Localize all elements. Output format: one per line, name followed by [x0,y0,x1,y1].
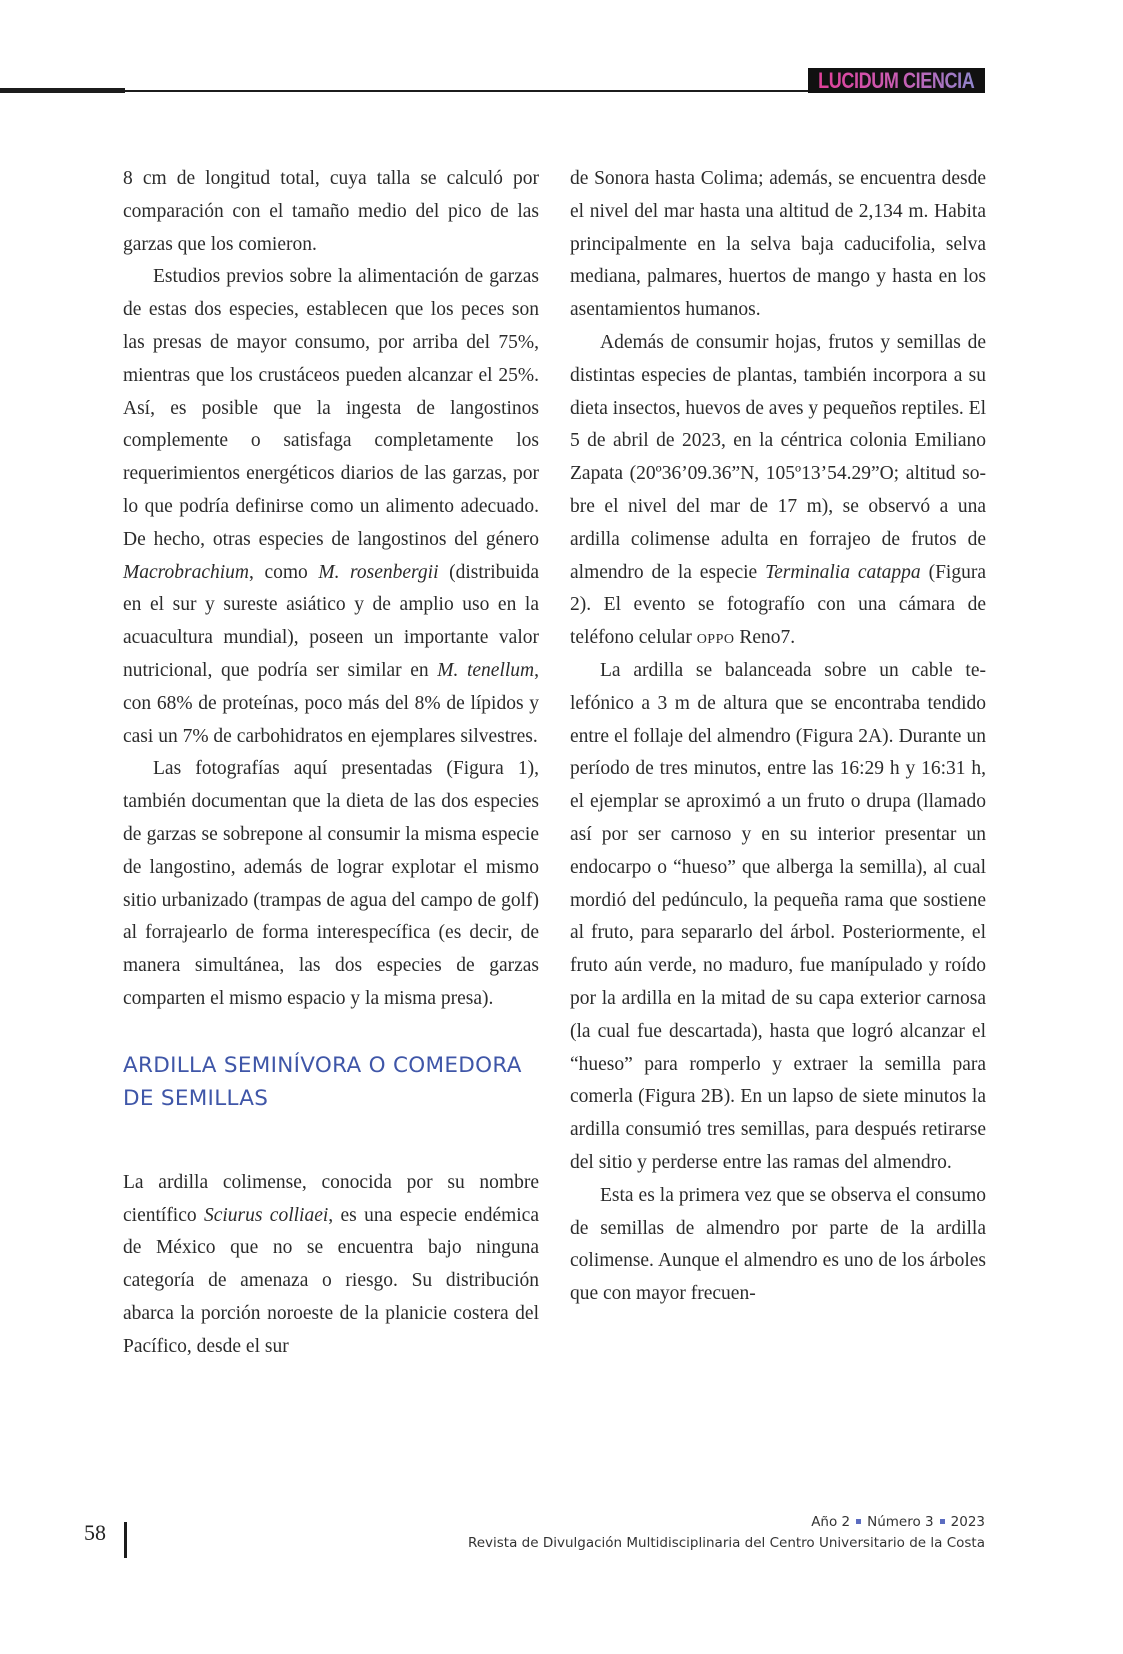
separator-square-icon [940,1519,945,1524]
text-run: Además de consumir hojas, frutos y semillas de distintas especies de plantas, también incorpora a su dieta insectos, huevos de aves y pequeños reptiles. El 5 de abril de 2023, en la céntrica colonia Emiliano Zapata (20º36’09.36”N, 105º13’54.29”O; altitud sobre el nivel del mar de 17 m), se observó a una ardilla colimense adulta en forrajeo de frutos de almendro de la especie [570,331,986,583]
journal-logo [808,68,985,93]
text-run: , con 68% de proteínas, poco más del 8% de lípidos y casi un 7% de carbohidratos en ejemplares silvestres. [123,659,540,747]
paragraph: Esta es la primera vez que se observa el consumo de semillas de almendro por parte de la ardilla colimense. Aunque el almendro es uno de los árboles que con mayor frecuen- [570,1184,986,1305]
paragraph [123,261,539,753]
header-rule [125,90,810,92]
paragraph: 8 cm de longitud total, cuya talla se calculó por comparación con el tamaño medio del pico de las garzas que los comieron. [123,168,539,255]
text-run: Estudios previos sobre la alimentación de garzas de estas dos especies, establecen que los peces son las presas de mayor consumo, por arriba del 75%, mientras que los crustáceos pueden alcanzar el 25%. Así, es posible que la ingesta de langostinos complemente o satisfaga completamente los requerimientos energéticos diarios de las garzas, por lo que podría definirse como un alimento adecuado. De hecho, otras especies de langostinos del género [123,266,539,550]
issue-number-label: Número 3 [867,1514,934,1530]
volume-label: Año 2 [811,1514,851,1530]
paragraph: La ardilla se balanceada sobre un cable telefónico a 3 m de altura que se encontraba tendido entre el follaje del almendro (Figura 2A). Durante un período de tres minutos, entre las 16:29 h y 16:31 h, el ejemplar se aproximó a un fruto o drupa (llamado así por ser carnoso y en su interior presentar un endocarpo o “hueso” que alberga la semilla), al cual mordió del pedúnculo, la pequeña rama que sostiene al fruto, para separarlo del árbol. Posteriormente, el fruto aún verde, no maduro, fue manípulado y roído por la ardilla en la mitad de su capa exterior carnosa (la cual fue descartada), hasta que logró alcanzar el “hueso” para romperlo y extraer la semilla para comerla (Figura 2B). En un lapso de siete minutos la ardilla consumió tres semillas, para después retirarse del sitio y perderse entre las ramas del almendro. [570,659,986,1173]
text-run: Reno7. [734,627,796,649]
species-name: Macrobrachium [123,561,250,583]
text-run: La ardilla colimense, conocida por su nombre científico [123,1171,539,1226]
journal-logo-text: LUCIDUM CIENCIA [818,67,975,93]
text-run: (Figura 2). El evento se fotografío con una cámara de teléfono celular [570,561,986,649]
text-run: (distribuida en el sur y sureste asiático y de amplio uso en la acuacultura mundial), poseen un importante valor nutricional, que podría ser similar en [123,561,539,681]
right-column [570,163,986,1311]
paragraph: de Sonora hasta Colima; además, se encuentra desde el nivel del mar hasta una altitud de 2,134 m. Habita principalmente en la selva baja caducifolia, selva mediana, palmares, huertos de mango y hasta en los asentamientos humanos. [570,168,986,321]
issue-line [468,1512,985,1533]
text-run: , es una especie endémica de México que no se encuentra bajo ninguna categoría de amenaza o riesgo. Su distribución abarca la porción noroeste de la planicie costera del Pacífico, desde el sur [123,1204,539,1357]
left-column [123,163,539,1364]
paragraph: Las fotografías aquí presentadas (Figura 1), también documentan que la dieta de las dos especies de garzas se sobrepone al consumir la misma especie de langostino, además de lograr explotar el mismo sitio urbanizado (trampas de agua del campo de golf) al forrajearlo de forma interespecífica (es decir, de manera simultánea, las dos especies de garzas comparten el mismo espacio y la misma presa). [123,758,539,1009]
text-run: , como [249,561,319,583]
paragraph [570,327,986,655]
species-name: Sciurus colliaei [203,1204,329,1226]
separator-square-icon [856,1519,861,1524]
species-name: M. rosenbergii [318,561,439,583]
page-number: 58 [84,1520,106,1545]
page-number-divider [124,1522,127,1558]
section-heading: ARDILLA SEMINÍVORA O COMEDORA DE SEMILLAS [123,1052,522,1111]
footer-info [468,1512,985,1554]
paragraph [123,1167,539,1364]
header-rule-thick [0,88,125,93]
species-name: Terminalia catappa [765,561,921,583]
issue-year: 2023 [950,1514,985,1530]
species-name: M. tenellum [437,659,535,681]
brand-name: oppo [696,627,735,649]
journal-name: Revista de Divulgación Multidisciplinaria del Centro Universitario de la Costa [467,1535,985,1551]
